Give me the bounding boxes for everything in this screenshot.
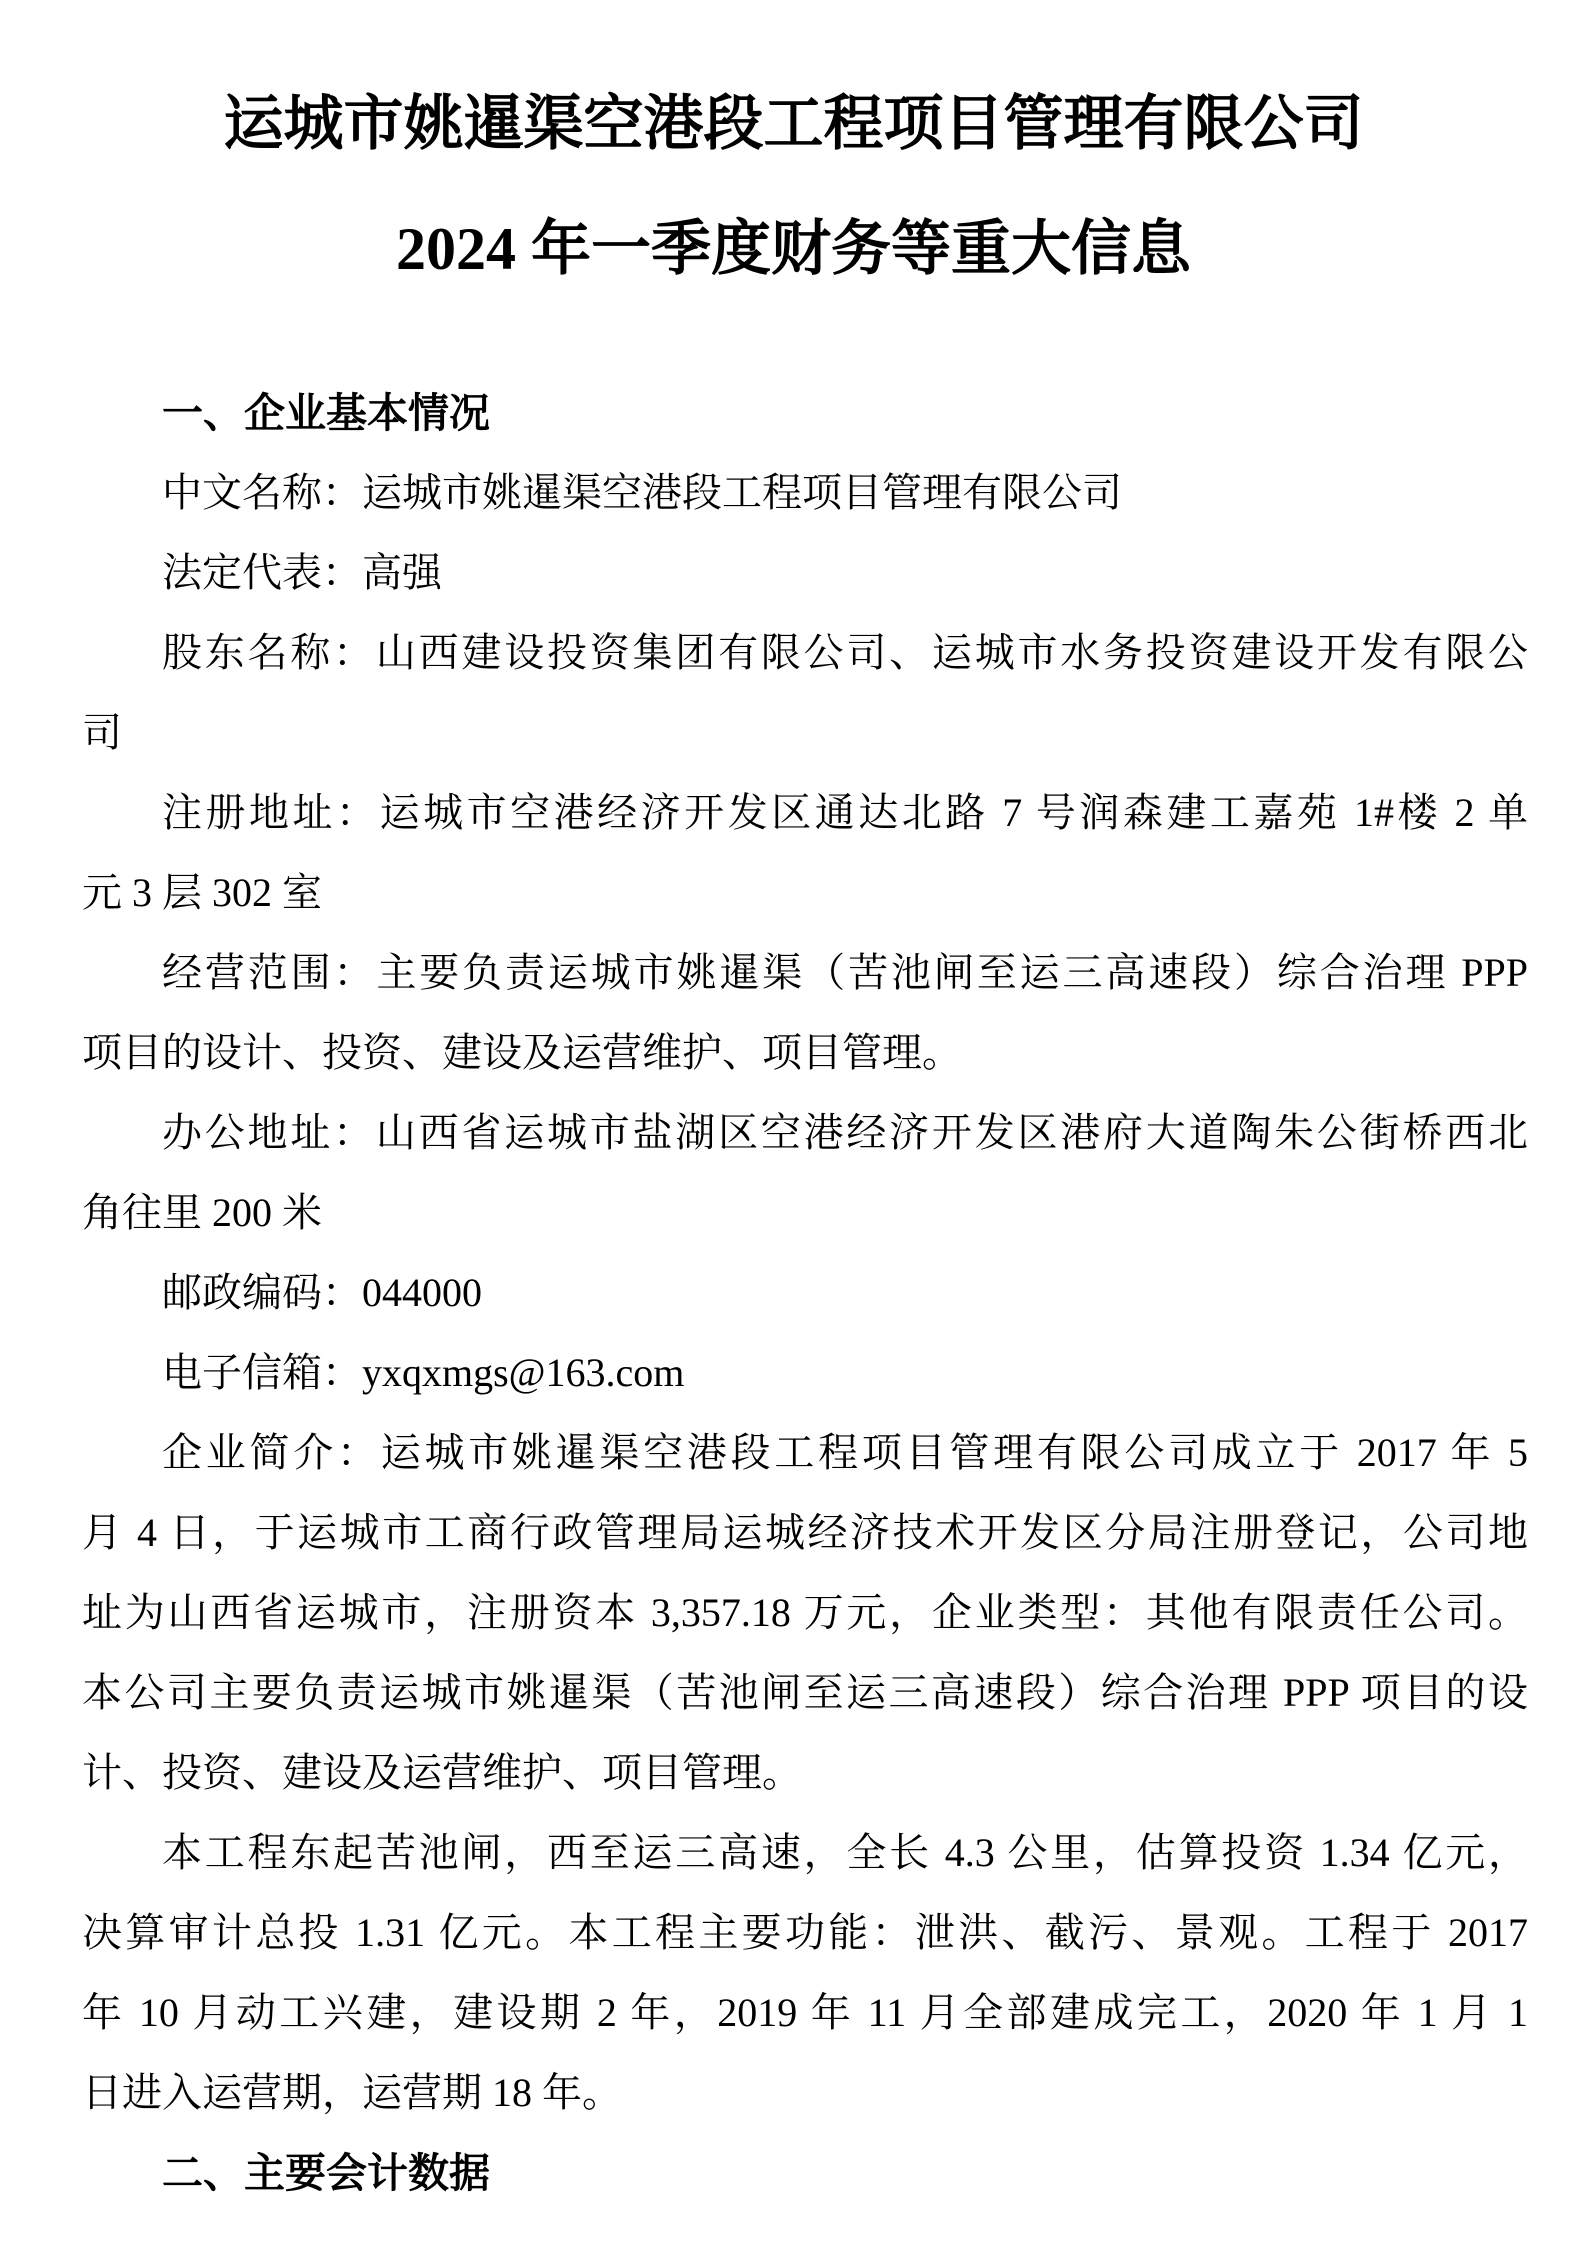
page-title-line2: 2024 年一季度财务等重大信息 — [396, 216, 1191, 282]
line-chinese-name: 中文名称：运城市姚暹渠空港段工程项目管理有限公司 — [162, 470, 1122, 515]
line-project-overview: 本工程东起苦池闸，西至运三高速，全长 4.3 公里，估算投资 1.34 亿元， — [162, 1830, 1528, 1875]
line-project-overview-cont-2: 年 10 月动工兴建，建设期 2 年，2019 年 11 月全部建成完工，2020 年 1 月 1 — [82, 1990, 1528, 2035]
line-project-overview-cont-1: 决算审计总投 1.31 亿元。本工程主要功能：泄洪、截污、景观。工程于 2017 — [82, 1910, 1528, 1955]
line-postal-code: 邮政编码：044000 — [162, 1270, 482, 1315]
line-shareholder-names-cont: 司 — [82, 710, 122, 755]
line-company-profile-cont-3: 本公司主要负责运城市姚暹渠（苦池闸至运三高速段）综合治理 PPP 项目的设 — [82, 1670, 1528, 1715]
line-company-profile-cont-2: 址为山西省运城市，注册资本 3,357.18 万元，企业类型：其他有限责任公司。 — [82, 1590, 1528, 1635]
line-registered-address: 注册地址：运城市空港经济开发区通达北路 7 号润森建工嘉苑 1#楼 2 单 — [162, 790, 1528, 835]
document-header — [0, 0, 1587, 295]
page-title-line1: 运城市姚暹渠空港段工程项目管理有限公司 — [223, 91, 1364, 157]
line-project-overview-cont-3: 日进入运营期，运营期 18 年。 — [82, 2070, 622, 2115]
section-heading-basic-info: 一、企业基本情况 — [162, 390, 490, 436]
line-company-profile-cont-4: 计、投资、建设及运营维护、项目管理。 — [82, 1750, 802, 1795]
line-legal-representative: 法定代表：高强 — [162, 550, 442, 595]
section-heading-accounting-data: 二、主要会计数据 — [162, 2150, 490, 2196]
line-business-scope-cont: 项目的设计、投资、建设及运营维护、项目管理。 — [82, 1030, 962, 1075]
line-shareholder-names: 股东名称：山西建设投资集团有限公司、运城市水务投资建设开发有限公 — [162, 630, 1528, 675]
line-office-address-cont: 角往里 200 米 — [82, 1190, 322, 1235]
line-company-profile: 企业简介：运城市姚暹渠空港段工程项目管理有限公司成立于 2017 年 5 — [162, 1430, 1528, 1475]
line-company-profile-cont-1: 月 4 日，于运城市工商行政管理局运城经济技术开发区分局注册登记，公司地 — [82, 1510, 1528, 1555]
document-body — [0, 373, 1587, 2213]
line-business-scope: 经营范围：主要负责运城市姚暹渠（苦池闸至运三高速段）综合治理 PPP — [162, 950, 1528, 995]
line-office-address: 办公地址：山西省运城市盐湖区空港经济开发区港府大道陶朱公街桥西北 — [162, 1110, 1528, 1155]
line-registered-address-cont: 元 3 层 302 室 — [82, 870, 322, 915]
line-email: 电子信箱：yxqxmgs@163.com — [162, 1350, 685, 1395]
